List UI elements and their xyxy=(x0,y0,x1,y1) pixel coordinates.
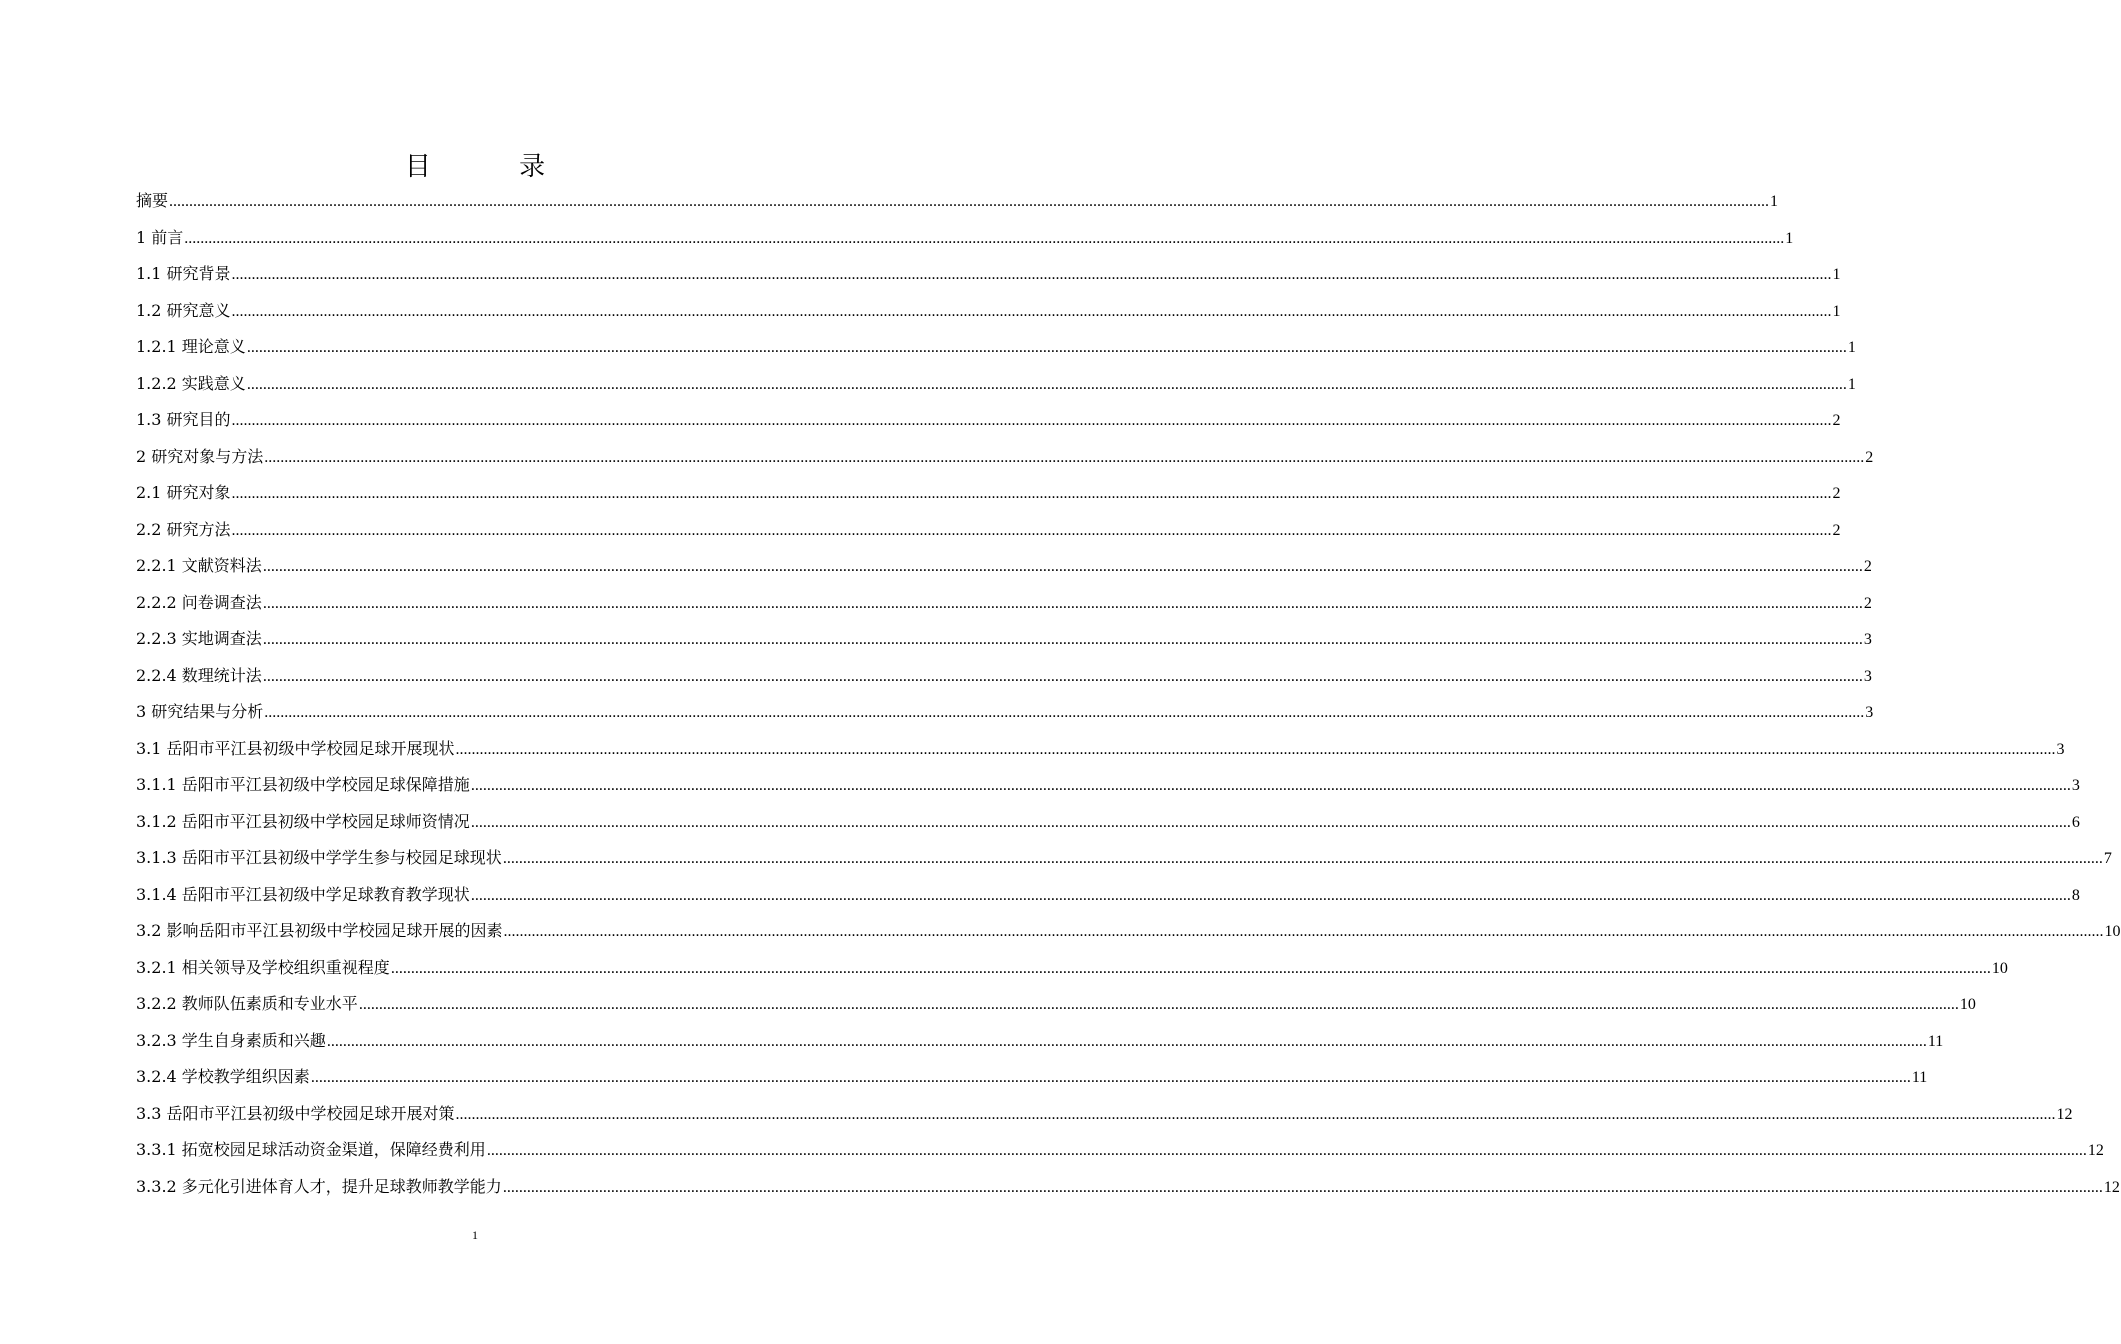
toc-entry-label: 3 研究结果与分析 xyxy=(136,702,264,721)
toc-dot-leader: ................................................................................................................................................................................................................................................................................................................................................................................................................ xyxy=(470,886,2071,904)
toc-dot-leader: ................................................................................................................................................................................................................................................................................................................................................................................................................ xyxy=(231,412,1832,429)
toc-entry[interactable] xyxy=(136,1132,2104,1169)
toc-entry-label: 摘要 xyxy=(136,191,169,210)
toc-entry-label: 3.2.1 相关领导及学校组织重视程度 xyxy=(136,957,390,977)
toc-entry-label: 3.1.2 岳阳市平江县初级中学校园足球师资情况 xyxy=(136,811,470,831)
toc-entry-page-number: 2 xyxy=(1832,485,1841,502)
toc-dot-leader: ................................................................................................................................................................................................................................................................................................................................................................................................................ xyxy=(455,1105,2056,1123)
toc-dot-leader: ................................................................................................................................................................................................................................................................................................................................................................................................................ xyxy=(231,266,1832,283)
toc-entry-label: 3.2.3 学生自身素质和兴趣 xyxy=(136,1030,326,1050)
footer-page-number: 1 xyxy=(472,1228,478,1242)
toc-entry-page-number: 10 xyxy=(1991,959,2008,977)
toc-entry[interactable] xyxy=(136,183,1779,220)
toc-entry[interactable] xyxy=(136,439,1874,476)
toc-entry-page-number: 12 xyxy=(2103,1178,2120,1196)
toc-dot-leader: ................................................................................................................................................................................................................................................................................................................................................................................................................ xyxy=(246,339,1847,356)
toc-entry-label: 2.2.3 实地调查法 xyxy=(136,629,262,648)
toc-entry[interactable] xyxy=(136,986,1976,1023)
toc-entry-label: 3.2 影响岳阳市平江县初级中学校园足球开展的因素 xyxy=(136,921,503,940)
toc-entry-page-number: 3 xyxy=(2071,777,2080,794)
toc-dot-leader: ................................................................................................................................................................................................................................................................................................................................................................................................................ xyxy=(231,485,1832,502)
toc-entry-label: 3.2.2 教师队伍素质和专业水平 xyxy=(136,994,358,1013)
toc-entry-label: 1.2.1 理论意义 xyxy=(136,337,246,356)
toc-dot-leader: ................................................................................................................................................................................................................................................................................................................................................................................................................ xyxy=(503,923,2104,940)
toc-entry[interactable] xyxy=(136,804,2080,841)
toc-entry-label: 3.1 岳阳市平江县初级中学校园足球开展现状 xyxy=(136,738,455,758)
toc-dot-leader: ................................................................................................................................................................................................................................................................................................................................................................................................................ xyxy=(262,558,1863,575)
toc-entry[interactable] xyxy=(136,512,1841,549)
toc-dot-leader: ................................................................................................................................................................................................................................................................................................................................................................................................................ xyxy=(262,667,1863,685)
toc-dot-leader: ................................................................................................................................................................................................................................................................................................................................................................................................................ xyxy=(502,850,2103,867)
toc-dot-leader: ................................................................................................................................................................................................................................................................................................................................................................................................................ xyxy=(264,448,1865,466)
toc-dot-leader: ................................................................................................................................................................................................................................................................................................................................................................................................................ xyxy=(455,740,2056,758)
toc-entry[interactable] xyxy=(136,1169,2120,1206)
toc-entry[interactable] xyxy=(136,950,2008,987)
toc-entry-label: 3.3 岳阳市平江县初级中学校园足球开展对策 xyxy=(136,1103,455,1123)
toc-entry-page-number: 3 xyxy=(1863,631,1872,648)
toc-entry-page-number: 12 xyxy=(2056,1105,2073,1123)
toc-entry-page-number: 10 xyxy=(2104,923,2121,940)
toc-dot-leader: ................................................................................................................................................................................................................................................................................................................................................................................................................ xyxy=(231,302,1832,320)
toc-entry-page-number: 11 xyxy=(1911,1069,1928,1086)
toc-entry[interactable] xyxy=(136,220,1794,257)
toc-dot-leader: ................................................................................................................................................................................................................................................................................................................................................................................................................ xyxy=(470,813,2071,831)
toc-entry-page-number: 2 xyxy=(1863,594,1872,612)
toc-entry[interactable] xyxy=(136,293,1841,330)
toc-entry-page-number: 1 xyxy=(1832,302,1841,320)
toc-entry[interactable] xyxy=(136,548,1872,585)
toc-entry-label: 3.3.2 多元化引进体育人才，提升足球教师教学能力 xyxy=(136,1176,502,1196)
toc-dot-leader: ................................................................................................................................................................................................................................................................................................................................................................................................................ xyxy=(358,996,1959,1013)
toc-entry[interactable] xyxy=(136,694,1874,731)
toc-dot-leader: ................................................................................................................................................................................................................................................................................................................................................................................................................ xyxy=(184,229,1785,247)
toc-entry[interactable] xyxy=(136,731,2065,768)
toc-entry-label: 2.2.1 文献资料法 xyxy=(136,556,262,575)
toc-entry-page-number: 2 xyxy=(1865,448,1874,466)
toc-dot-leader: ................................................................................................................................................................................................................................................................................................................................................................................................................ xyxy=(326,1032,1927,1050)
toc-dot-leader: ................................................................................................................................................................................................................................................................................................................................................................................................................ xyxy=(470,777,2071,794)
toc-entry[interactable] xyxy=(136,621,1872,658)
toc-dot-leader: ................................................................................................................................................................................................................................................................................................................................................................................................................ xyxy=(502,1178,2103,1196)
toc-entry-label: 2.1 研究对象 xyxy=(136,483,231,502)
toc-entry-page-number: 3 xyxy=(2056,740,2065,758)
toc-entry-label: 3.1.4 岳阳市平江县初级中学足球教育教学现状 xyxy=(136,884,470,904)
toc-entry-label: 1.2 研究意义 xyxy=(136,300,231,320)
toc-entry-page-number: 1 xyxy=(1847,375,1856,393)
toc-entry[interactable] xyxy=(136,877,2080,914)
toc-entry-label: 1.3 研究目的 xyxy=(136,410,231,429)
toc-dot-leader: ................................................................................................................................................................................................................................................................................................................................................................................................................ xyxy=(310,1069,1911,1086)
toc-entry-page-number: 2 xyxy=(1832,521,1841,539)
toc-entry[interactable] xyxy=(136,840,2112,877)
toc-entry[interactable] xyxy=(136,366,1856,403)
toc-entry-page-number: 7 xyxy=(2103,850,2112,867)
toc-entry[interactable] xyxy=(136,1023,1944,1060)
toc-entry[interactable] xyxy=(136,767,2080,804)
toc-entry-page-number: 3 xyxy=(1863,667,1872,685)
toc-entry-label: 2 研究对象与方法 xyxy=(136,446,264,466)
toc-entry-page-number: 1 xyxy=(1832,266,1841,283)
toc-entry-page-number: 10 xyxy=(1959,996,1976,1013)
toc-entry-label: 3.3.1 拓宽校园足球活动资金渠道，保障经费利用 xyxy=(136,1140,486,1159)
toc-entry[interactable] xyxy=(136,256,1841,293)
toc-entry-label: 3.1.3 岳阳市平江县初级中学学生参与校园足球现状 xyxy=(136,848,502,867)
toc-entry-page-number: 3 xyxy=(1865,704,1874,721)
toc-entry-page-number: 6 xyxy=(2071,813,2080,831)
toc-entry-label: 1.1 研究背景 xyxy=(136,264,231,283)
toc-dot-leader: ................................................................................................................................................................................................................................................................................................................................................................................................................ xyxy=(169,193,1770,210)
toc-dot-leader: ................................................................................................................................................................................................................................................................................................................................................................................................................ xyxy=(390,959,1991,977)
toc-list xyxy=(136,183,2121,1205)
toc-entry[interactable] xyxy=(136,658,1872,695)
toc-entry-label: 3.1.1 岳阳市平江县初级中学校园足球保障措施 xyxy=(136,775,470,794)
toc-entry[interactable] xyxy=(136,402,1841,439)
toc-dot-leader: ................................................................................................................................................................................................................................................................................................................................................................................................................ xyxy=(246,375,1847,393)
toc-entry-page-number: 1 xyxy=(1770,193,1779,210)
toc-entry-label: 2.2 研究方法 xyxy=(136,519,231,539)
toc-entry-page-number: 11 xyxy=(1927,1032,1944,1050)
toc-entry[interactable] xyxy=(136,1096,2073,1133)
toc-entry-label: 1.2.2 实践意义 xyxy=(136,373,246,393)
toc-entry-label: 2.2.2 问卷调查法 xyxy=(136,592,262,612)
toc-dot-leader: ................................................................................................................................................................................................................................................................................................................................................................................................................ xyxy=(262,594,1863,612)
toc-entry[interactable] xyxy=(136,1059,1928,1096)
toc-entry-page-number: 1 xyxy=(1785,229,1794,247)
toc-entry[interactable] xyxy=(136,585,1872,622)
toc-entry-label: 3.2.4 学校教学组织因素 xyxy=(136,1067,310,1086)
toc-dot-leader: ................................................................................................................................................................................................................................................................................................................................................................................................................ xyxy=(486,1142,2087,1159)
toc-entry-page-number: 1 xyxy=(1847,339,1856,356)
toc-entry[interactable] xyxy=(136,913,2121,950)
toc-entry[interactable] xyxy=(136,329,1856,366)
toc-entry-page-number: 2 xyxy=(1832,412,1841,429)
toc-entry-page-number: 2 xyxy=(1863,558,1872,575)
toc-entry[interactable] xyxy=(136,475,1841,512)
toc-entry-page-number: 12 xyxy=(2087,1142,2104,1159)
toc-entry-label: 1 前言 xyxy=(136,227,184,247)
toc-title: 目 录 xyxy=(404,152,586,182)
toc-dot-leader: ................................................................................................................................................................................................................................................................................................................................................................................................................ xyxy=(262,631,1863,648)
toc-entry-page-number: 8 xyxy=(2071,886,2080,904)
toc-dot-leader: ................................................................................................................................................................................................................................................................................................................................................................................................................ xyxy=(264,704,1865,721)
toc-entry-label: 2.2.4 数理统计法 xyxy=(136,665,262,685)
toc-dot-leader: ................................................................................................................................................................................................................................................................................................................................................................................................................ xyxy=(231,521,1832,539)
